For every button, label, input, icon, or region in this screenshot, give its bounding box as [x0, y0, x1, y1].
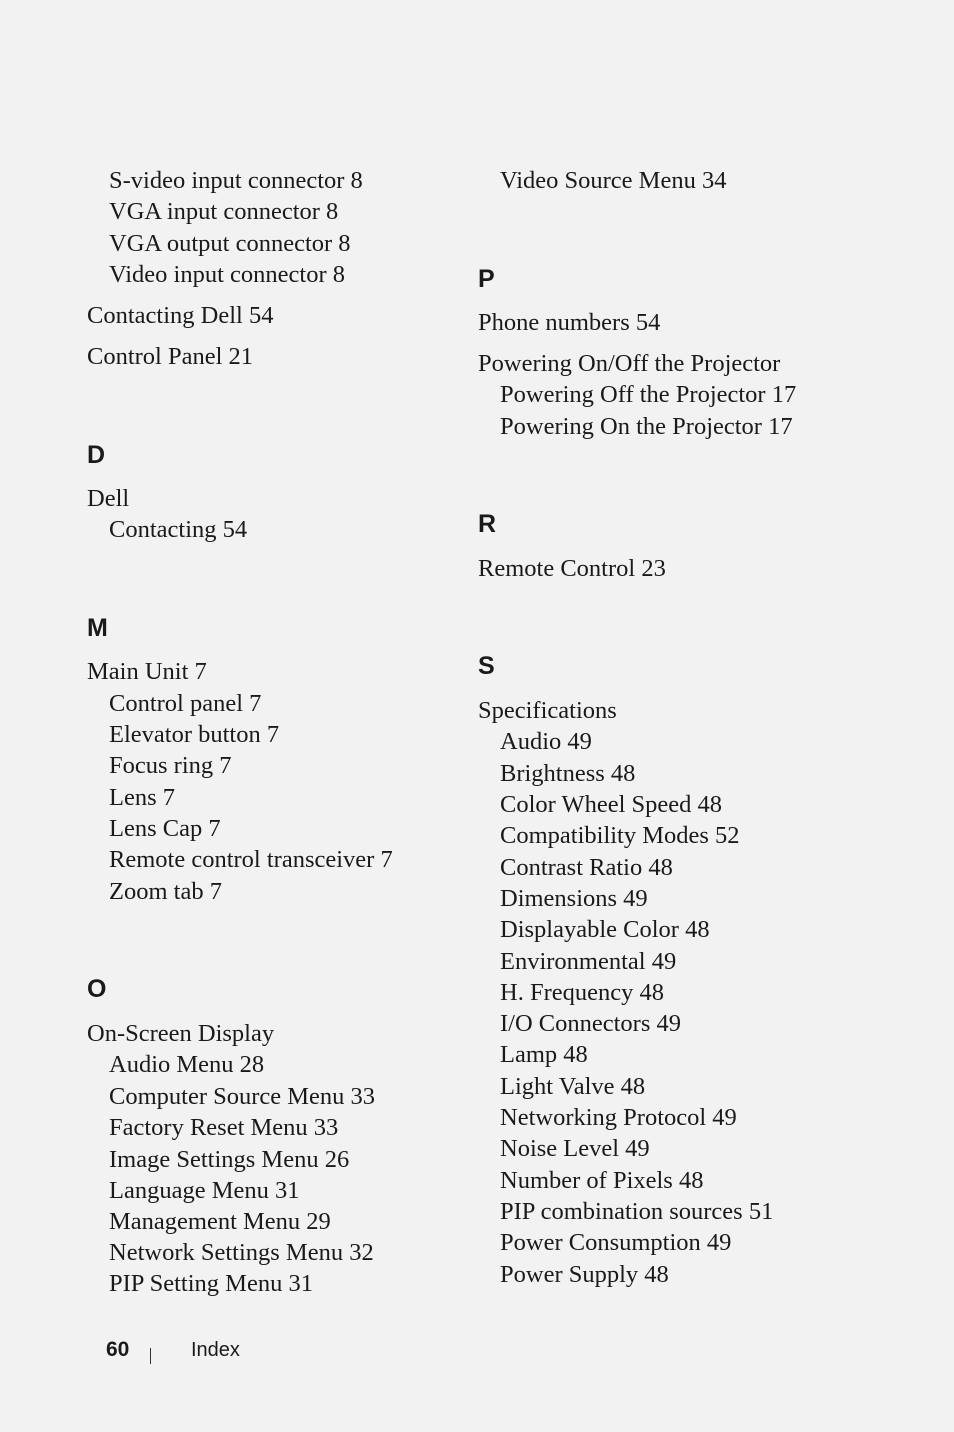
index-entry: Phone numbers 54	[478, 309, 661, 336]
index-subentry: S-video input connector 8	[109, 167, 363, 194]
index-subentry: Control panel 7	[109, 690, 262, 717]
index-subentry: Computer Source Menu 33	[109, 1083, 376, 1110]
index-subentry: VGA output connector 8	[109, 230, 351, 257]
section-letter-d: D	[87, 441, 106, 469]
page-number: 60	[106, 1338, 130, 1361]
index-subentry: Factory Reset Menu 33	[109, 1114, 339, 1141]
index-subentry: Powering Off the Projector 17	[500, 381, 797, 408]
index-subentry: Language Menu 31	[109, 1177, 300, 1204]
index-subentry: Image Settings Menu 26	[109, 1146, 350, 1173]
index-subentry: Networking Protocol 49	[500, 1104, 737, 1131]
index-subentry: Number of Pixels 48	[500, 1167, 704, 1194]
index-subentry: Lens Cap 7	[109, 815, 221, 842]
index-subentry: Audio Menu 28	[109, 1051, 265, 1078]
index-subentry: Power Consumption 49	[500, 1229, 732, 1256]
index-subentry: I/O Connectors 49	[500, 1010, 681, 1037]
index-subentry: Network Settings Menu 32	[109, 1239, 374, 1266]
index-subentry: PIP Setting Menu 31	[109, 1270, 313, 1297]
index-entry: On-Screen Display	[87, 1020, 275, 1047]
index-subentry: Video Source Menu 34	[500, 167, 727, 194]
index-subentry: Zoom tab 7	[109, 878, 222, 905]
index-subentry: Lens 7	[109, 784, 175, 811]
index-entry: Contacting Dell 54	[87, 302, 274, 329]
index-subentry: Environmental 49	[500, 948, 677, 975]
index-subentry: Dimensions 49	[500, 885, 648, 912]
index-subentry: Elevator button 7	[109, 721, 280, 748]
index-subentry: Video input connector 8	[109, 261, 345, 288]
index-subentry: Contrast Ratio 48	[500, 854, 673, 881]
index-entry: Remote Control 23	[478, 555, 666, 582]
index-subentry: VGA input connector 8	[109, 198, 339, 225]
section-letter-p: P	[478, 265, 495, 293]
index-entry: Specifications	[478, 697, 617, 724]
index-subentry: Audio 49	[500, 728, 592, 755]
index-entry: Dell	[87, 485, 130, 512]
footer-section-title: Index	[191, 1339, 240, 1361]
footer-separator	[150, 1348, 151, 1364]
page-footer	[0, 1335, 954, 1369]
index-subentry: Power Supply 48	[500, 1261, 669, 1288]
section-letter-m: M	[87, 614, 108, 642]
index-subentry: Color Wheel Speed 48	[500, 791, 723, 818]
index-subentry: Noise Level 49	[500, 1135, 650, 1162]
index-subentry: Powering On the Projector 17	[500, 413, 793, 440]
index-subentry: Lamp 48	[500, 1041, 588, 1068]
index-subentry: Focus ring 7	[109, 752, 232, 779]
section-letter-o: O	[87, 975, 107, 1003]
section-letter-r: R	[478, 510, 497, 538]
index-subentry: H. Frequency 48	[500, 979, 664, 1006]
index-entry: Powering On/Off the Projector	[478, 350, 781, 377]
index-subentry: Remote control transceiver 7	[109, 846, 393, 873]
index-subentry: Brightness 48	[500, 760, 636, 787]
index-subentry: Displayable Color 48	[500, 916, 710, 943]
index-entry: Control Panel 21	[87, 343, 254, 370]
section-letter-s: S	[478, 652, 495, 680]
index-subentry: PIP combination sources 51	[500, 1198, 774, 1225]
index-subentry: Light Valve 48	[500, 1073, 646, 1100]
index-subentry: Contacting 54	[109, 516, 248, 543]
index-entry: Main Unit 7	[87, 658, 207, 685]
index-subentry: Compatibility Modes 52	[500, 822, 740, 849]
index-subentry: Management Menu 29	[109, 1208, 331, 1235]
